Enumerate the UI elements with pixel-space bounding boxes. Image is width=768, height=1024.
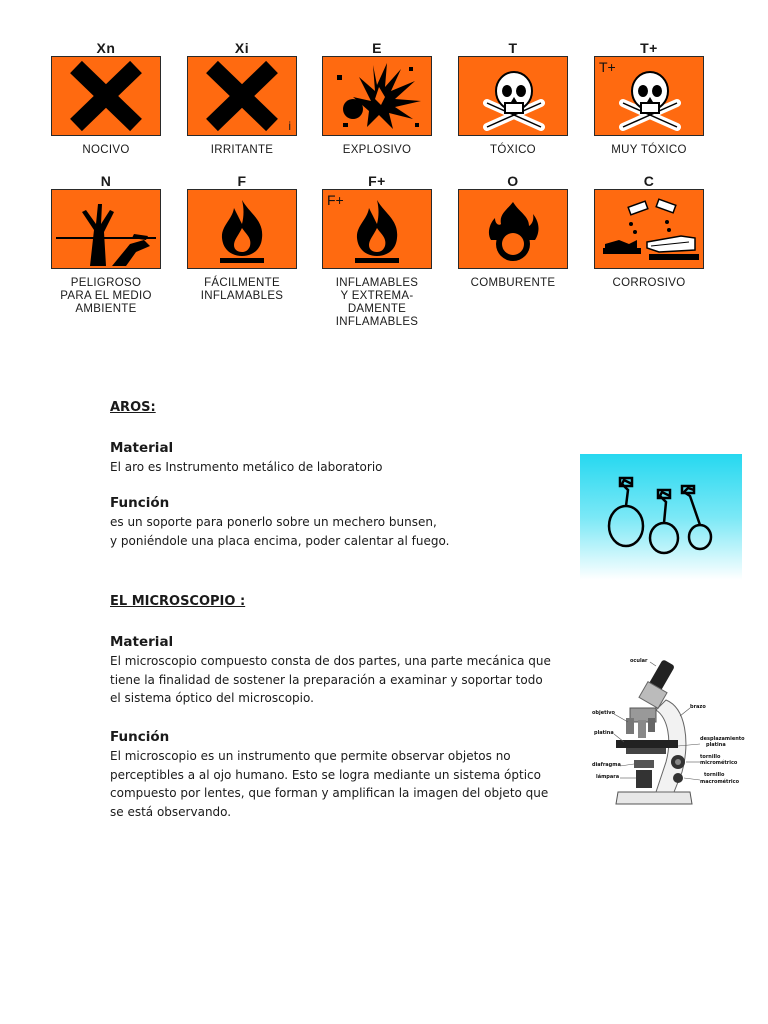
label-micrometrico: micrométrico [700, 760, 738, 766]
skull-icon [459, 57, 567, 135]
microscopio-material-heading: Material [110, 634, 174, 650]
cross-icon [52, 57, 160, 135]
label-ocular: ocular [630, 658, 648, 664]
microscopio-material-text: El microscopio compuesto consta de dos partes, una parte mecánica que tiene la finalidad de sostener la preparación a examinar y soportar todo el sistema óptico del microscopio. [110, 654, 551, 705]
microscope-icon [586, 652, 745, 807]
hazard-symbol-c [594, 173, 704, 290]
hazard-symbol-t-plus [594, 40, 704, 157]
hazard-symbol-t [458, 40, 568, 157]
laboratory-ring-icon [580, 454, 742, 580]
hazard-code: F [237, 173, 247, 189]
microscopio-funcion-heading: Función [110, 729, 170, 745]
hazard-caption: IRRITANTE [210, 144, 274, 156]
hazard-pictogram [187, 189, 297, 269]
label-tornillo-macro: tornillo [704, 772, 725, 778]
microscopio-funcion-text: El microscopio es un instrumento que permite observar objetos no perceptibles a al ojo humano. Esto se logra mediante un sistema óptico compuesto por lentes, que forman y amplifican la imagen del objeto que se está observando. [110, 749, 549, 819]
microscope-diagram [586, 652, 745, 807]
hazard-code: F+ [368, 173, 386, 189]
hazard-code: C [643, 173, 655, 189]
hazard-symbol-e [322, 40, 432, 157]
label-platina-2: platina [706, 742, 726, 748]
hazard-caption: INFLAMABLES Y EXTREMA- DAMENTE INFLAMABLES [335, 277, 419, 328]
hazard-symbol-xi [187, 40, 297, 157]
hazard-caption: CORROSIVO [612, 277, 686, 289]
hazard-caption: FÁCILMENTE INFLAMABLES [200, 277, 284, 302]
hazard-pictogram [458, 189, 568, 269]
aros-material-heading: Material [110, 440, 174, 456]
hazard-symbol-f [187, 173, 297, 303]
aros-title: AROS: [110, 400, 156, 415]
microscopio-title: EL MICROSCOPIO : [110, 594, 246, 609]
hazard-caption: MUY TÓXICO [611, 144, 687, 156]
explosion-icon [323, 57, 431, 135]
hazard-symbol-f-plus [322, 173, 432, 329]
flame-over-circle-icon [459, 190, 567, 268]
cross-icon [188, 57, 296, 135]
hazard-caption: EXPLOSIVO [342, 144, 412, 156]
label-macrometrico: macrométrico [700, 779, 740, 785]
label-platina: platina [594, 730, 614, 736]
hazard-pictogram [322, 56, 432, 136]
hazard-pictogram [51, 56, 161, 136]
hazard-pictogram [51, 189, 161, 269]
hazard-caption: COMBURENTE [470, 277, 556, 289]
hazard-caption: NOCIVO [82, 144, 130, 156]
hazard-symbol-xn [51, 40, 161, 157]
hazard-pictogram [594, 56, 704, 136]
hazard-pictogram [594, 189, 704, 269]
hazard-pictogram [187, 56, 297, 136]
hazard-code: N [100, 173, 112, 189]
hazard-code: O [507, 173, 519, 189]
label-lampara: lámpara [596, 774, 620, 780]
label-brazo: brazo [690, 704, 706, 710]
hazard-code: Xn [96, 40, 116, 56]
aros-material-text: El aro es Instrumento metálico de laboratorio [110, 460, 383, 474]
aros-rings-image [580, 454, 742, 580]
corner-tag: F+ [327, 192, 344, 208]
dead-tree-icon [52, 190, 160, 268]
label-tornillo-micro: tornillo [700, 754, 721, 760]
hazard-caption: TÓXICO [490, 144, 536, 156]
hazard-code: E [372, 40, 382, 56]
hazard-caption: PELIGROSO PARA EL MEDIO AMBIENTE [60, 277, 152, 315]
hazard-pictogram [458, 56, 568, 136]
hazard-symbol-o [458, 173, 568, 290]
label-objetivo: objetivo [592, 710, 615, 716]
corner-tag: T+ [599, 59, 616, 75]
hazard-symbol-n [51, 173, 161, 316]
hazard-code: T [508, 40, 518, 56]
flame-icon [188, 190, 296, 268]
label-diafragma: diafragma [592, 762, 621, 768]
aros-funcion-heading: Función [110, 495, 170, 511]
aros-funcion-text: es un soporte para ponerlo sobre un mechero bunsen, y poniéndole una placa encima, poder calentar al fuego. [110, 515, 450, 548]
corrosion-icon [595, 190, 703, 268]
label-desplazamiento: desplazamiento [700, 736, 745, 742]
hazard-pictogram [322, 189, 432, 269]
hazard-code: Xi [234, 40, 250, 56]
hazard-code: T+ [640, 40, 658, 56]
corner-tag: i [288, 119, 291, 133]
